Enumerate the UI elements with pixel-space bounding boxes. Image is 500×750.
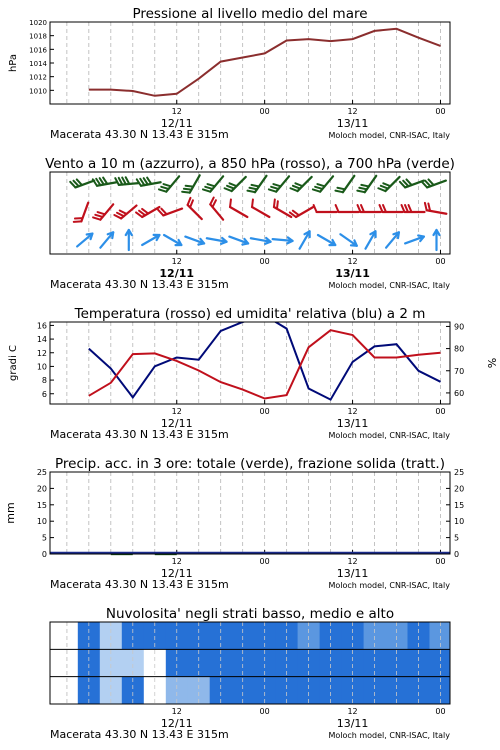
y-tick-label: 14: [36, 335, 47, 345]
panel-title: Vento a 10 m (azzurro), a 850 hPa (rosso), a 700 hPa (verde): [45, 156, 455, 172]
y-tick-label: 0: [41, 550, 47, 559]
credit-label: Moloch model, CNR-ISAC, Italy: [328, 581, 450, 590]
y-tick-label: 25: [36, 468, 47, 477]
wind-barb: [422, 174, 446, 188]
panel-title: Nuvolosita' negli strati basso, medio e alto: [105, 606, 395, 622]
x-tick-label: 12: [347, 407, 358, 416]
panel-title: Precip. acc. in 3 ore: totale (verde), frazione solida (tratt.): [55, 456, 445, 472]
wind-barb: [136, 201, 159, 219]
wind-barb: [314, 205, 337, 212]
y-axis-label: gradi C: [8, 345, 19, 381]
date-label: 13/11: [335, 267, 370, 280]
date-label: 12/11: [160, 567, 193, 580]
wind-barb: [316, 232, 336, 247]
wind-barb: [186, 198, 207, 219]
wind-barb: [93, 200, 113, 222]
wind-barb: [339, 232, 359, 248]
wind-barb: [203, 172, 223, 194]
y-axis-label: hPa: [8, 53, 19, 73]
wind-barb: [228, 234, 249, 246]
barb-flag: [227, 199, 233, 207]
y-tick-label-right: 0: [454, 550, 460, 559]
x-tick-label: 00: [435, 107, 446, 116]
barb-shaft: [252, 207, 269, 217]
y-tick-label: 1014: [29, 60, 47, 68]
wind-barb: [126, 230, 132, 250]
panel-3: [8, 306, 498, 441]
barb-flag: [424, 203, 428, 210]
y-tick-label-right: 15: [454, 500, 465, 510]
x-tick-label: 00: [259, 257, 270, 266]
wind-barb: [434, 230, 440, 250]
credit-label: Moloch model, CNR-ISAC, Italy: [328, 131, 450, 140]
y-tick-label-right: 80: [454, 344, 465, 354]
x-tick-label: 00: [259, 557, 270, 566]
location-label: Macerata 43.30 N 13.43 E 315m: [50, 278, 229, 291]
y-tick-label: 1020: [29, 19, 47, 27]
wind-barb: [380, 205, 403, 212]
y-tick-label: 1012: [29, 73, 47, 82]
y-tick-label: 20: [36, 484, 47, 494]
wind-barb: [75, 231, 94, 248]
y-tick-label: 8: [41, 376, 47, 386]
cloud-cell: [430, 649, 451, 676]
panel-2: [45, 156, 455, 291]
y-tick-label: 10: [36, 517, 47, 527]
wind-barb: [158, 202, 182, 216]
y-tick-label: 10: [36, 362, 47, 372]
wind-barb: [402, 205, 425, 212]
x-tick-label: 00: [259, 407, 270, 416]
wind-barb: [159, 172, 179, 194]
x-tick-label: 12: [347, 707, 358, 716]
wind-barb: [290, 201, 313, 219]
barb-flag: [314, 205, 317, 212]
wind-barb: [227, 199, 250, 217]
wind-barb: [70, 174, 94, 188]
y-tick-label-right: 5: [454, 533, 460, 543]
wind-barb: [182, 172, 200, 195]
y-tick-label: 15: [36, 500, 47, 510]
panel-title: Temperatura (rosso) ed umidita' relativa (blu) a 2 m: [74, 306, 426, 322]
wind-barb: [297, 230, 312, 250]
wind-barb: [248, 172, 267, 195]
y-tick-label-right: 25: [454, 468, 465, 477]
wind-barb: [163, 232, 183, 247]
wind-barb: [98, 230, 115, 249]
wind-barb: [249, 199, 272, 217]
y-tick-label: 1016: [29, 46, 47, 55]
y-tick-label: 5: [41, 533, 47, 543]
date-label: 13/11: [336, 567, 369, 580]
wind-barb: [358, 205, 381, 212]
wind-barb: [313, 172, 333, 194]
location-label: Macerata 43.30 N 13.43 E 315m: [50, 728, 229, 741]
x-tick-label: 12: [171, 107, 182, 116]
y-tick-label-right: 60: [454, 388, 465, 398]
wind-barb: [184, 234, 205, 246]
wind-barb: [269, 172, 289, 194]
x-tick-label: 00: [435, 407, 446, 416]
y-tick-label-right: 20: [454, 484, 465, 494]
date-label: 12/11: [160, 717, 193, 730]
x-tick-label: 00: [435, 707, 446, 716]
wind-barb: [208, 198, 228, 220]
plot-frame: [50, 472, 450, 554]
date-label: 12/11: [160, 117, 193, 130]
wind-barb: [335, 172, 354, 195]
wind-barb: [272, 236, 292, 244]
date-label: 13/11: [336, 117, 369, 130]
wind-barb: [400, 174, 424, 188]
x-tick-label: 12: [347, 107, 358, 116]
wind-barb: [93, 175, 117, 186]
wind-barb: [115, 176, 139, 185]
y-tick-label: 12: [36, 348, 47, 358]
y-tick-label-right: 70: [454, 366, 465, 376]
x-tick-label: 00: [259, 707, 270, 716]
wind-barb: [404, 234, 425, 246]
wind-barb: [74, 200, 88, 224]
date-label: 12/11: [159, 267, 195, 280]
cloud-cell: [430, 677, 451, 704]
date-label: 13/11: [336, 717, 369, 730]
x-tick-label: 00: [259, 107, 270, 116]
x-tick-label: 12: [171, 257, 182, 266]
location-label: Macerata 43.30 N 13.43 E 315m: [50, 578, 229, 591]
x-tick-label: 00: [435, 557, 446, 566]
wind-barb: [250, 235, 271, 244]
x-tick-label: 12: [347, 257, 358, 266]
barb-flag: [74, 219, 82, 224]
panel-1: [8, 6, 450, 141]
y-tick-label: 16: [36, 321, 47, 331]
cloud-cell: [430, 622, 451, 649]
wind-barb: [384, 230, 401, 249]
y-tick-label: 1010: [29, 87, 47, 96]
barb-flag: [249, 199, 255, 207]
y-tick-label: 1018: [29, 32, 47, 41]
x-tick-label: 12: [347, 557, 358, 566]
y-tick-label: 6: [41, 389, 47, 399]
wind-barb: [137, 175, 161, 186]
wind-barb: [141, 232, 161, 247]
credit-label: Moloch model, CNR-ISAC, Italy: [328, 281, 450, 290]
credit-label: Moloch model, CNR-ISAC, Italy: [328, 431, 450, 440]
location-label: Macerata 43.30 N 13.43 E 315m: [50, 428, 229, 441]
panel-4: [4, 456, 464, 591]
wind-barb: [336, 205, 359, 212]
panel-title: Pressione al livello medio del mare: [132, 6, 368, 22]
date-label: 12/11: [160, 417, 193, 430]
x-tick-label: 00: [435, 257, 446, 266]
wind-barb: [424, 203, 448, 214]
x-tick-label: 12: [171, 407, 182, 416]
wind-barb: [206, 235, 227, 244]
barb-shaft: [230, 207, 247, 217]
date-label: 13/11: [336, 417, 369, 430]
credit-label: Moloch model, CNR-ISAC, Italy: [328, 731, 450, 740]
x-tick-label: 12: [171, 707, 182, 716]
y-tick-label-right: 90: [454, 322, 465, 332]
plot-frame: [50, 22, 450, 104]
panel-5: [50, 606, 450, 741]
x-tick-label: 12: [171, 557, 182, 566]
y-axis-label: mm: [4, 502, 17, 524]
location-label: Macerata 43.30 N 13.43 E 315m: [50, 128, 229, 141]
wind-barb: [357, 172, 376, 195]
y-axis-label-right: %: [485, 357, 498, 369]
wind-barb: [363, 230, 378, 250]
y-tick-label-right: 10: [454, 517, 465, 527]
